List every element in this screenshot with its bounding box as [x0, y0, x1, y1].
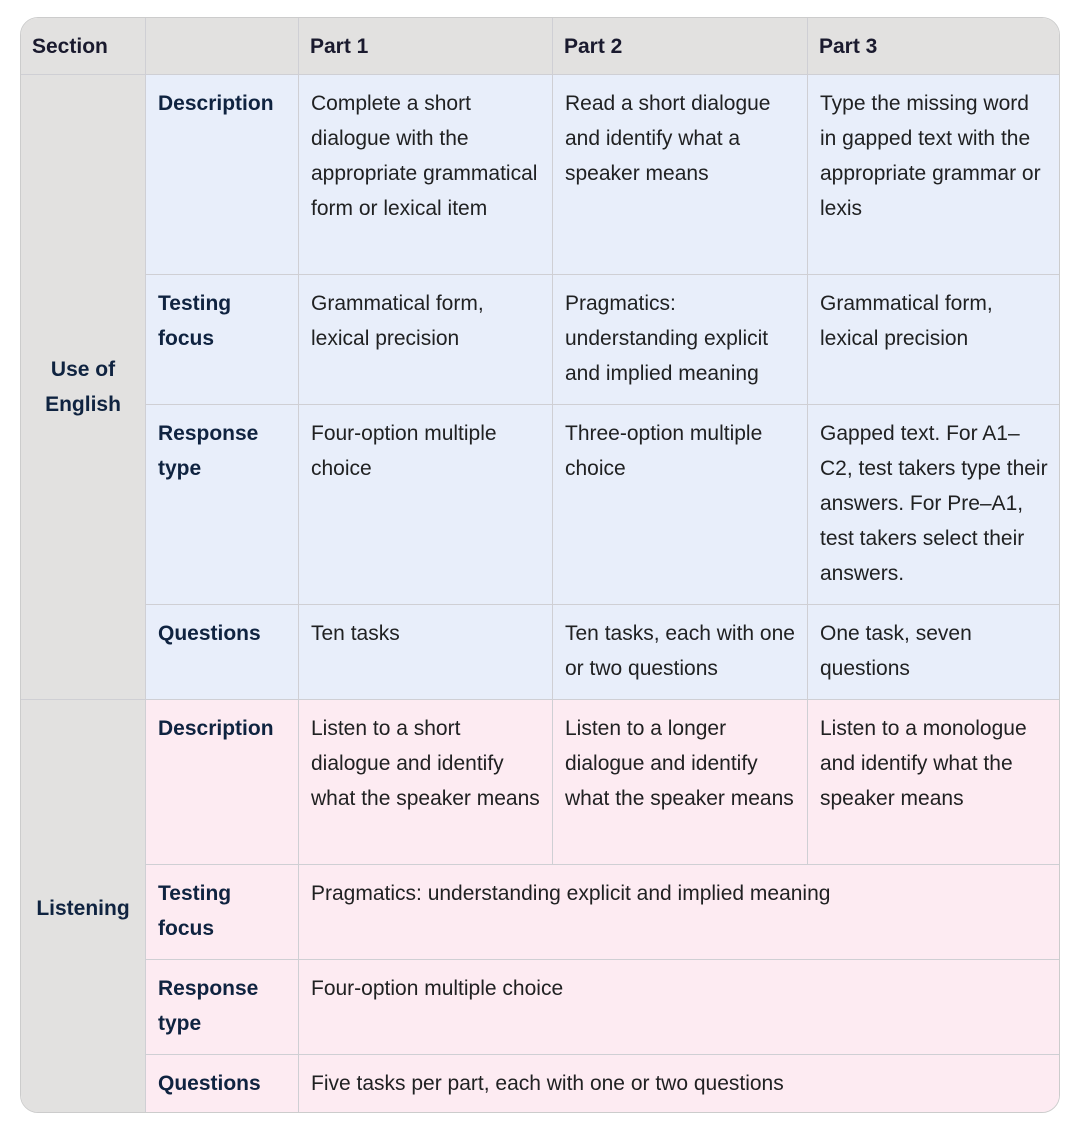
cell-ue-response-type-p2: Three-option multiple choice — [553, 405, 808, 605]
cell-ue-response-type-p3: Gapped text. For A1–C2, test takers type their answers. For Pre–A1, test takers select their answers. — [808, 405, 1061, 605]
row-label-questions: Questions — [146, 1055, 299, 1114]
header-part-2: Part 2 — [553, 18, 808, 75]
table-row — [21, 1055, 1061, 1114]
table-row — [21, 75, 1061, 275]
row-label-testing-focus: Testing focus — [146, 865, 299, 960]
cell-ue-questions-p2: Ten tasks, each with one or two questions — [553, 605, 808, 700]
row-label-description: Description — [146, 75, 299, 275]
table-header-row — [21, 18, 1061, 75]
cell-ls-description-p3: Listen to a monologue and identify what the speaker means — [808, 700, 1061, 865]
cell-ls-response-type-all: Four-option multiple choice — [299, 960, 1061, 1055]
cell-ue-testing-focus-p2: Pragmatics: understanding explicit and implied meaning — [553, 275, 808, 405]
row-label-testing-focus: Testing focus — [146, 275, 299, 405]
row-label-response-type: Response type — [146, 960, 299, 1055]
table-row — [21, 700, 1061, 865]
cell-ue-response-type-p1: Four-option multiple choice — [299, 405, 553, 605]
cell-ue-testing-focus-p1: Grammatical form, lexical precision — [299, 275, 553, 405]
section-listening: Listening — [21, 700, 146, 1114]
cell-ue-questions-p1: Ten tasks — [299, 605, 553, 700]
exam-structure-table-container — [20, 17, 1060, 1113]
cell-ls-description-p2: Listen to a longer dialogue and identify what the speaker means — [553, 700, 808, 865]
header-part-1: Part 1 — [299, 18, 553, 75]
table-row — [21, 405, 1061, 605]
table-row — [21, 605, 1061, 700]
header-part-3: Part 3 — [808, 18, 1061, 75]
cell-ls-questions-all: Five tasks per part, each with one or two questions — [299, 1055, 1061, 1114]
cell-ls-testing-focus-all: Pragmatics: understanding explicit and implied meaning — [299, 865, 1061, 960]
row-label-questions: Questions — [146, 605, 299, 700]
cell-ue-questions-p3: One task, seven questions — [808, 605, 1061, 700]
cell-ue-description-p3: Type the missing word in gapped text with the appropriate grammar or lexis — [808, 75, 1061, 275]
header-section: Section — [21, 18, 146, 75]
cell-ls-description-p1: Listen to a short dialogue and identify what the speaker means — [299, 700, 553, 865]
header-blank — [146, 18, 299, 75]
row-label-description: Description — [146, 700, 299, 865]
cell-ue-description-p2: Read a short dialogue and identify what a speaker means — [553, 75, 808, 275]
section-use-of-english: Use of English — [21, 75, 146, 700]
table-row — [21, 865, 1061, 960]
row-label-response-type: Response type — [146, 405, 299, 605]
table-row — [21, 960, 1061, 1055]
cell-ue-testing-focus-p3: Grammatical form, lexical precision — [808, 275, 1061, 405]
exam-structure-table — [20, 17, 1060, 1113]
cell-ue-description-p1: Complete a short dialogue with the appropriate grammatical form or lexical item — [299, 75, 553, 275]
table-row — [21, 275, 1061, 405]
